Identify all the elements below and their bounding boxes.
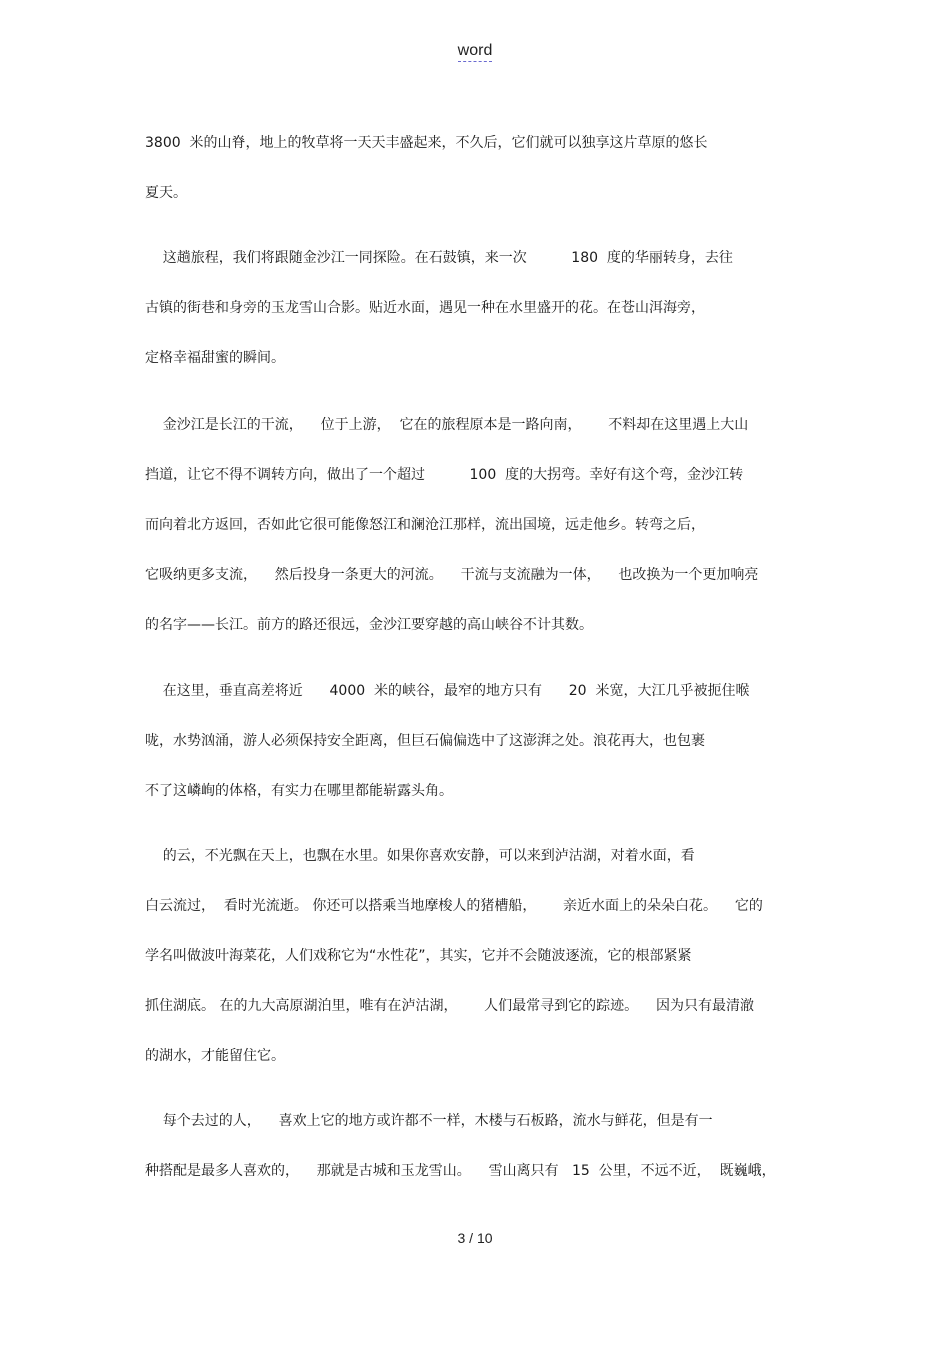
text-line: 挡道，让它不得不调转方向，做出了一个超过 100 度的大拐弯。幸好有这个弯，金沙江转 <box>145 467 744 483</box>
text-line: 这趟旅程，我们将跟随金沙江一同探险。在石鼓镇，来一次 180 度的华丽转身，去往 <box>145 250 733 266</box>
text-line: 夏天。 <box>145 185 187 201</box>
text-line: 金沙江是长江的干流， 位于上游， 它在的旅程原本是一路向南， 不料却在这里遇上大山 <box>145 417 749 433</box>
text-line: 咙，水势汹涌，游人必须保持安全距离，但巨石偏偏选中了这澎湃之处。浪花再大，也包裹 <box>145 733 705 749</box>
header-title: word <box>458 42 493 62</box>
text-line: 它吸纳更多支流， 然后投身一条更大的河流。 干流与支流融为一体， 也改换为一个更加响亮 <box>145 567 759 583</box>
text-line: 学名叫做波叶海菜花，人们戏称它为“水性花”，其实，它并不会随波逐流，它的根部紧紧 <box>145 948 692 964</box>
text-line: 的云，不光飘在天上，也飘在水里。如果你喜欢安静，可以来到泸沽湖，对着水面，看 <box>145 848 695 864</box>
text-line: 抓住湖底。 在的九大高原湖泊里，唯有在泸沽湖， 人们最常寻到它的踪迹。 因为只有最清澈 <box>145 998 754 1014</box>
text-line: 每个去过的人， 喜欢上它的地方或许都不一样，木楼与石板路，流水与鲜花，但是有一 <box>145 1113 713 1129</box>
page-number: 3 / 10 <box>457 1230 493 1246</box>
text-line: 3800 米的山脊，地上的牧草将一天天丰盛起来，不久后，它们就可以独享这片草原的悠长 <box>145 135 708 151</box>
text-line: 白云流过， 看时光流逝。 你还可以搭乘当地摩梭人的猪槽船， 亲近水面上的朵朵白花。 它的 <box>145 898 763 914</box>
text-line: 在这里，垂直高差将近 4000 米的峡谷，最窄的地方只有 20 米宽，大江几乎被扼住喉 <box>145 683 750 699</box>
text-line: 而向着北方返回，否如此它很可能像怒江和澜沧江那样，流出国境，远走他乡。转弯之后， <box>145 517 705 533</box>
text-line: 的名字——长江。前方的路还很远，金沙江要穿越的高山峡谷不计其数。 <box>145 617 593 633</box>
text-line: 古镇的街巷和身旁的玉龙雪山合影。贴近水面，遇见一种在水里盛开的花。在苍山洱海旁， <box>145 300 705 316</box>
page-header <box>0 42 950 60</box>
text-line: 不了这嶙峋的体格，有实力在哪里都能崭露头角。 <box>145 783 453 799</box>
text-line: 定格幸福甜蜜的瞬间。 <box>145 350 285 366</box>
text-line: 种搭配是最多人喜欢的， 那就是古城和玉龙雪山。 雪山离只有 15 公里，不远不近， 既巍峨， <box>145 1163 776 1179</box>
page-footer <box>0 1230 950 1246</box>
text-line: 的湖水，才能留住它。 <box>145 1048 285 1064</box>
